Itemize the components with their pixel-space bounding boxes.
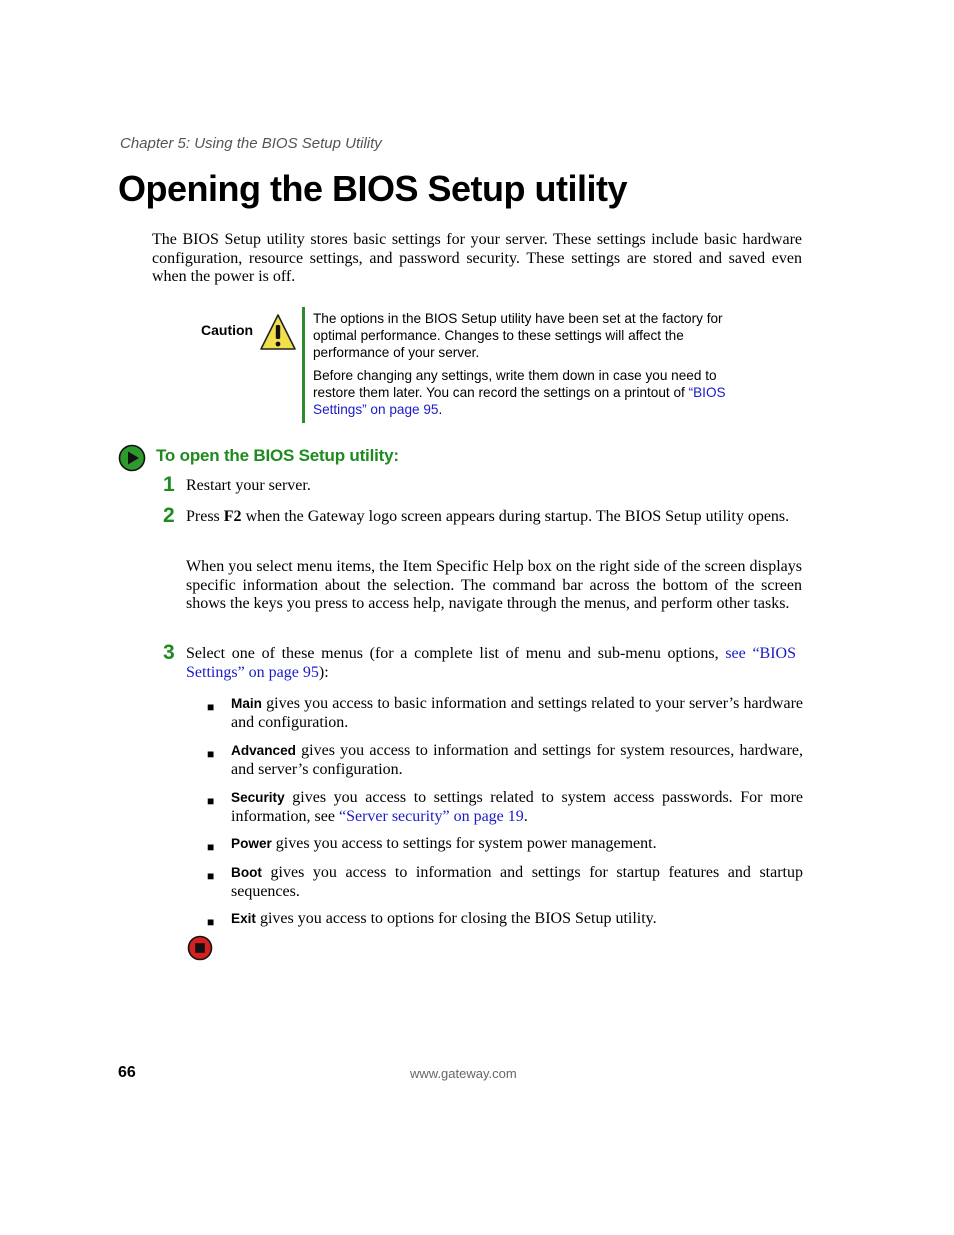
bullet-mark: ■ <box>207 747 215 761</box>
step-text-2 <box>186 508 802 527</box>
bullet-security-end: . <box>523 807 528 825</box>
intro-paragraph: The BIOS Setup utility stores basic settings for your server. These settings include basic hardware configuration, resource settings, and password security. These settings are stored and saved even when the power is off. <box>152 231 802 286</box>
step-number-3: 3 <box>163 641 175 664</box>
menu-term-power: Power <box>231 836 272 851</box>
bullet-advanced-text: gives you access to information and settings for system resources, hardware, and server’s configuration. <box>231 742 803 778</box>
caution-text-1: The options in the BIOS Setup utility have been set at the factory for optimal performance. Changes to these settings will affect the performance of your server. <box>313 311 723 360</box>
server-security-link[interactable]: “Server security” on page 19 <box>338 807 524 825</box>
see-bios-settings-link[interactable]: see “BIOS Settings” on page 95 <box>186 645 797 681</box>
menu-term-advanced: Advanced <box>231 743 296 758</box>
step-2-text-end: when the Gateway logo screen appears during startup. The BIOS Setup utility opens. <box>241 508 790 525</box>
step-2-note: When you select menu items, the Item Specific Help box on the right side of the screen displays specific information about the selection. The command bar across the bottom of the screen shows the keys you press to access help, navigate through the menus, and perform other tasks. <box>186 558 802 613</box>
bullet-mark: ■ <box>207 840 215 854</box>
step-number-2: 2 <box>163 504 175 527</box>
bullet-mark: ■ <box>207 915 215 929</box>
step-text-1: Restart your server. <box>186 477 311 494</box>
bullet-boot <box>231 864 803 901</box>
bullet-power <box>231 835 803 854</box>
caution-label: Caution <box>201 322 254 338</box>
bullet-security-text: gives you access to settings related to system access passwords. For more information, see <box>231 789 803 825</box>
page-number: 66 <box>118 1064 136 1081</box>
bullet-main-text: gives you access to basic information and settings related to your server’s hardware and configuration. <box>231 695 803 731</box>
menu-term-main: Main <box>231 696 262 711</box>
caution-text-2 <box>313 367 743 418</box>
caution-text-2-end: . <box>438 402 443 417</box>
caution-text-2-start: Before changing any settings, write them down in case you need to restore them later. You can record the settings on a printout of <box>313 368 717 400</box>
step-text-3 <box>186 645 796 682</box>
step-number-1: 1 <box>163 473 175 496</box>
bios-settings-link[interactable]: “BIOS Settings” on page 95 <box>313 385 726 417</box>
bullet-power-text: gives you access to settings for system power management. <box>271 835 657 852</box>
step-2-text-start: Press <box>186 508 224 525</box>
menu-term-boot: Boot <box>231 865 262 880</box>
bullet-mark: ■ <box>207 700 215 714</box>
procedure-title: To open the BIOS Setup utility: <box>156 446 399 465</box>
stop-icon <box>187 935 213 961</box>
bullet-boot-text: gives you access to information and settings for startup features and startup sequences. <box>231 864 803 900</box>
step-3-text-start: Select one of these menus (for a complete list of menu and sub-menu options, <box>186 645 726 662</box>
chapter-header: Chapter 5: Using the BIOS Setup Utility <box>120 135 382 152</box>
bullet-mark: ■ <box>207 869 215 883</box>
bullet-mark: ■ <box>207 794 215 808</box>
bullet-main <box>231 695 803 732</box>
page-title: Opening the BIOS Setup utility <box>118 168 628 209</box>
bullet-security <box>231 789 803 826</box>
step-3-text-end: ): <box>318 663 329 681</box>
caution-divider <box>302 307 305 423</box>
warning-triangle-icon <box>259 312 297 352</box>
bullet-advanced <box>231 742 803 779</box>
play-arrow-icon <box>118 444 146 472</box>
footer-url: www.gateway.com <box>410 1066 517 1081</box>
key-f2: F2 <box>223 508 242 525</box>
bullet-exit <box>231 910 803 929</box>
menu-term-exit: Exit <box>231 911 256 926</box>
menu-term-security: Security <box>231 790 285 805</box>
bullet-exit-text: gives you access to options for closing the BIOS Setup utility. <box>255 910 657 927</box>
